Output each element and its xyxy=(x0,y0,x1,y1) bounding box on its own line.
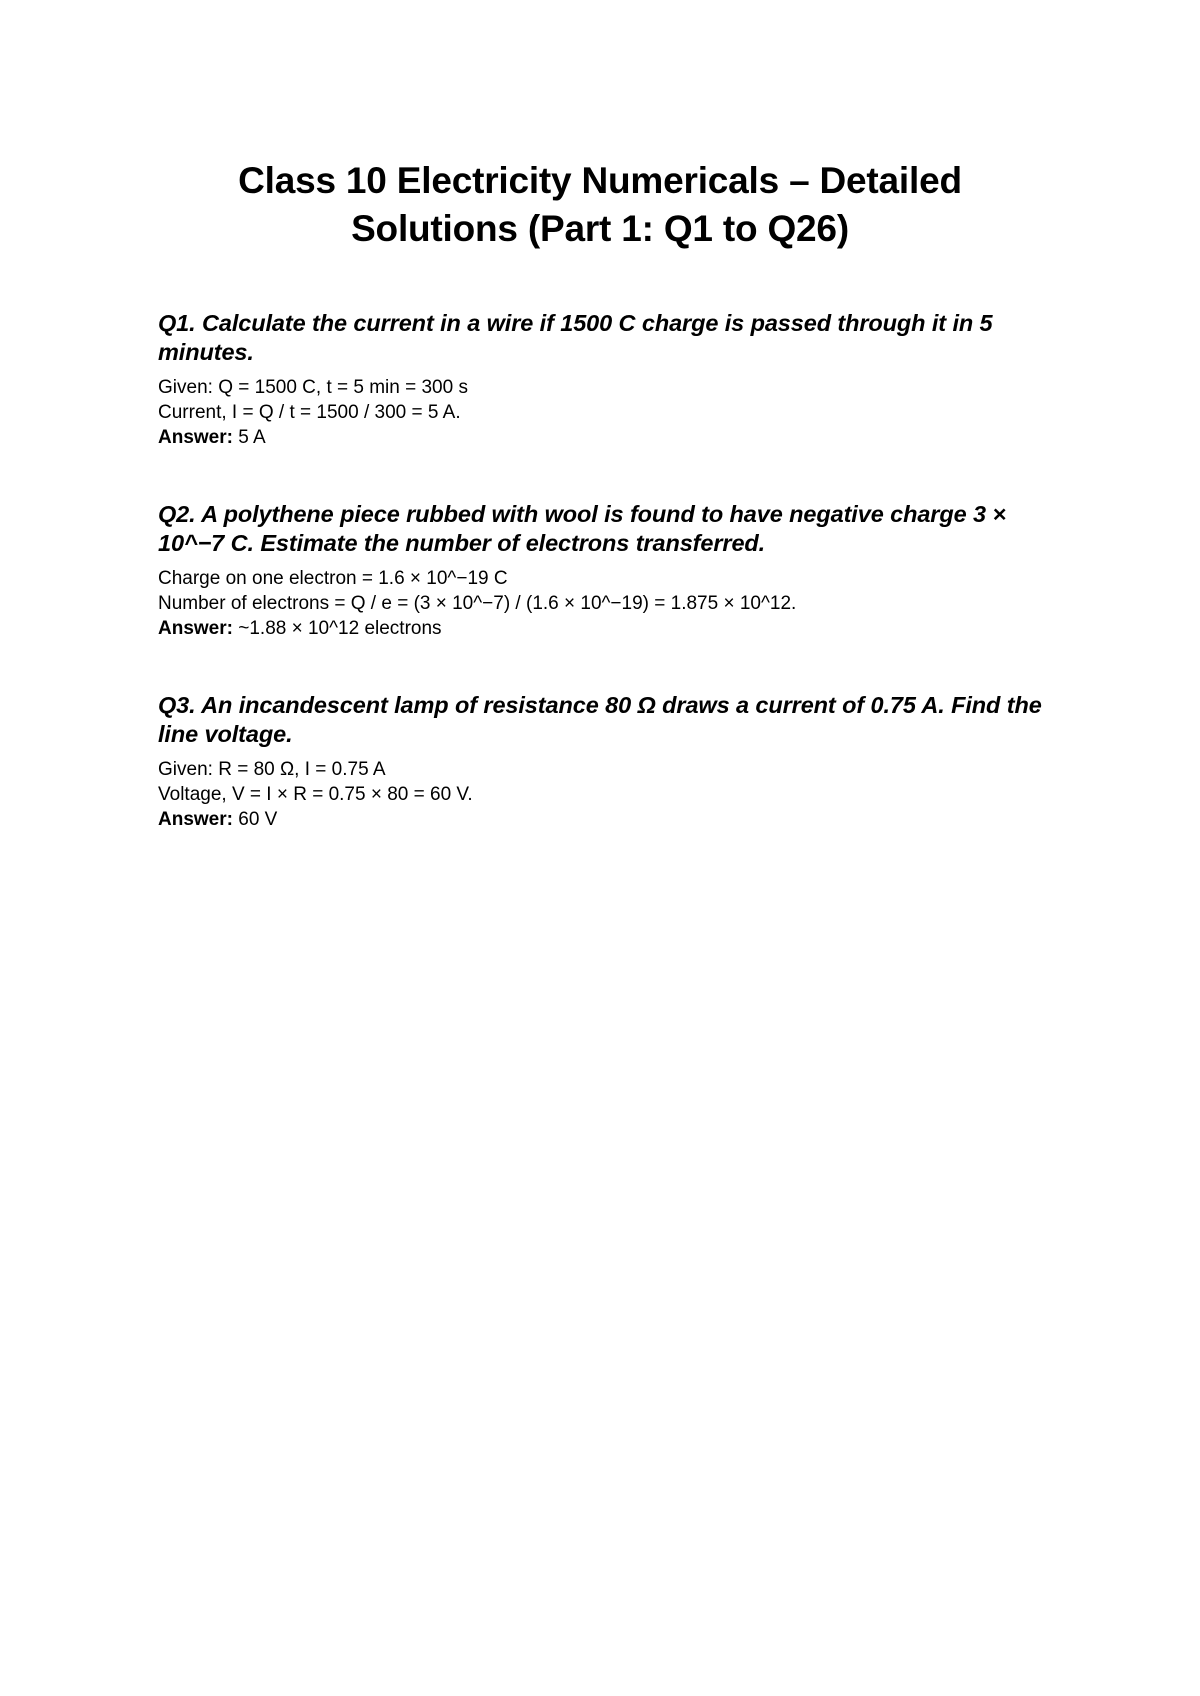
question-heading: Q1. Calculate the current in a wire if 1500 C charge is passed through it in 5 minutes. xyxy=(158,310,993,365)
solution-line: Voltage, V = I × R = 0.75 × 80 = 60 V. xyxy=(158,784,473,805)
answer-value: 5 A xyxy=(232,427,266,448)
solution-line: Given: R = 80 Ω, I = 0.75 A xyxy=(158,759,386,780)
answer-label: Answer: xyxy=(158,427,233,448)
solution-line: Number of electrons = Q / e = (3 × 10^−7) / (1.6 × 10^−19) = 1.875 × 10^12. xyxy=(158,593,797,614)
solution-line: Given: Q = 1500 C, t = 5 min = 300 s xyxy=(158,377,468,398)
answer-value: 60 V xyxy=(232,809,278,830)
question-heading: Q2. A polythene piece rubbed with wool is found to have negative charge 3 × 10^−7 C. Estimate the number of electrons transferred. xyxy=(158,501,1007,556)
question-block-q1 xyxy=(158,309,1058,450)
answer-line xyxy=(158,616,1058,641)
page-title-line-2: Solutions (Part 1: Q1 to Q26) xyxy=(351,208,849,249)
answer-label: Answer: xyxy=(158,618,233,639)
question-block-q2 xyxy=(158,500,1058,641)
solution-line: Current, I = Q / t = 1500 / 300 = 5 A. xyxy=(158,402,461,423)
question-block-q3 xyxy=(158,691,1058,832)
page-title-line-1: Class 10 Electricity Numericals – Detailed xyxy=(238,160,962,201)
page-title xyxy=(160,157,1040,253)
answer-line xyxy=(158,425,1058,450)
answer-value: ~1.88 × 10^12 electrons xyxy=(232,618,442,639)
answer-label: Answer: xyxy=(158,809,233,830)
answer-line xyxy=(158,807,1058,832)
solution-line: Charge on one electron = 1.6 × 10^−19 C xyxy=(158,568,508,589)
question-heading: Q3. An incandescent lamp of resistance 80 Ω draws a current of 0.75 A. Find the line voltage. xyxy=(158,692,1042,747)
